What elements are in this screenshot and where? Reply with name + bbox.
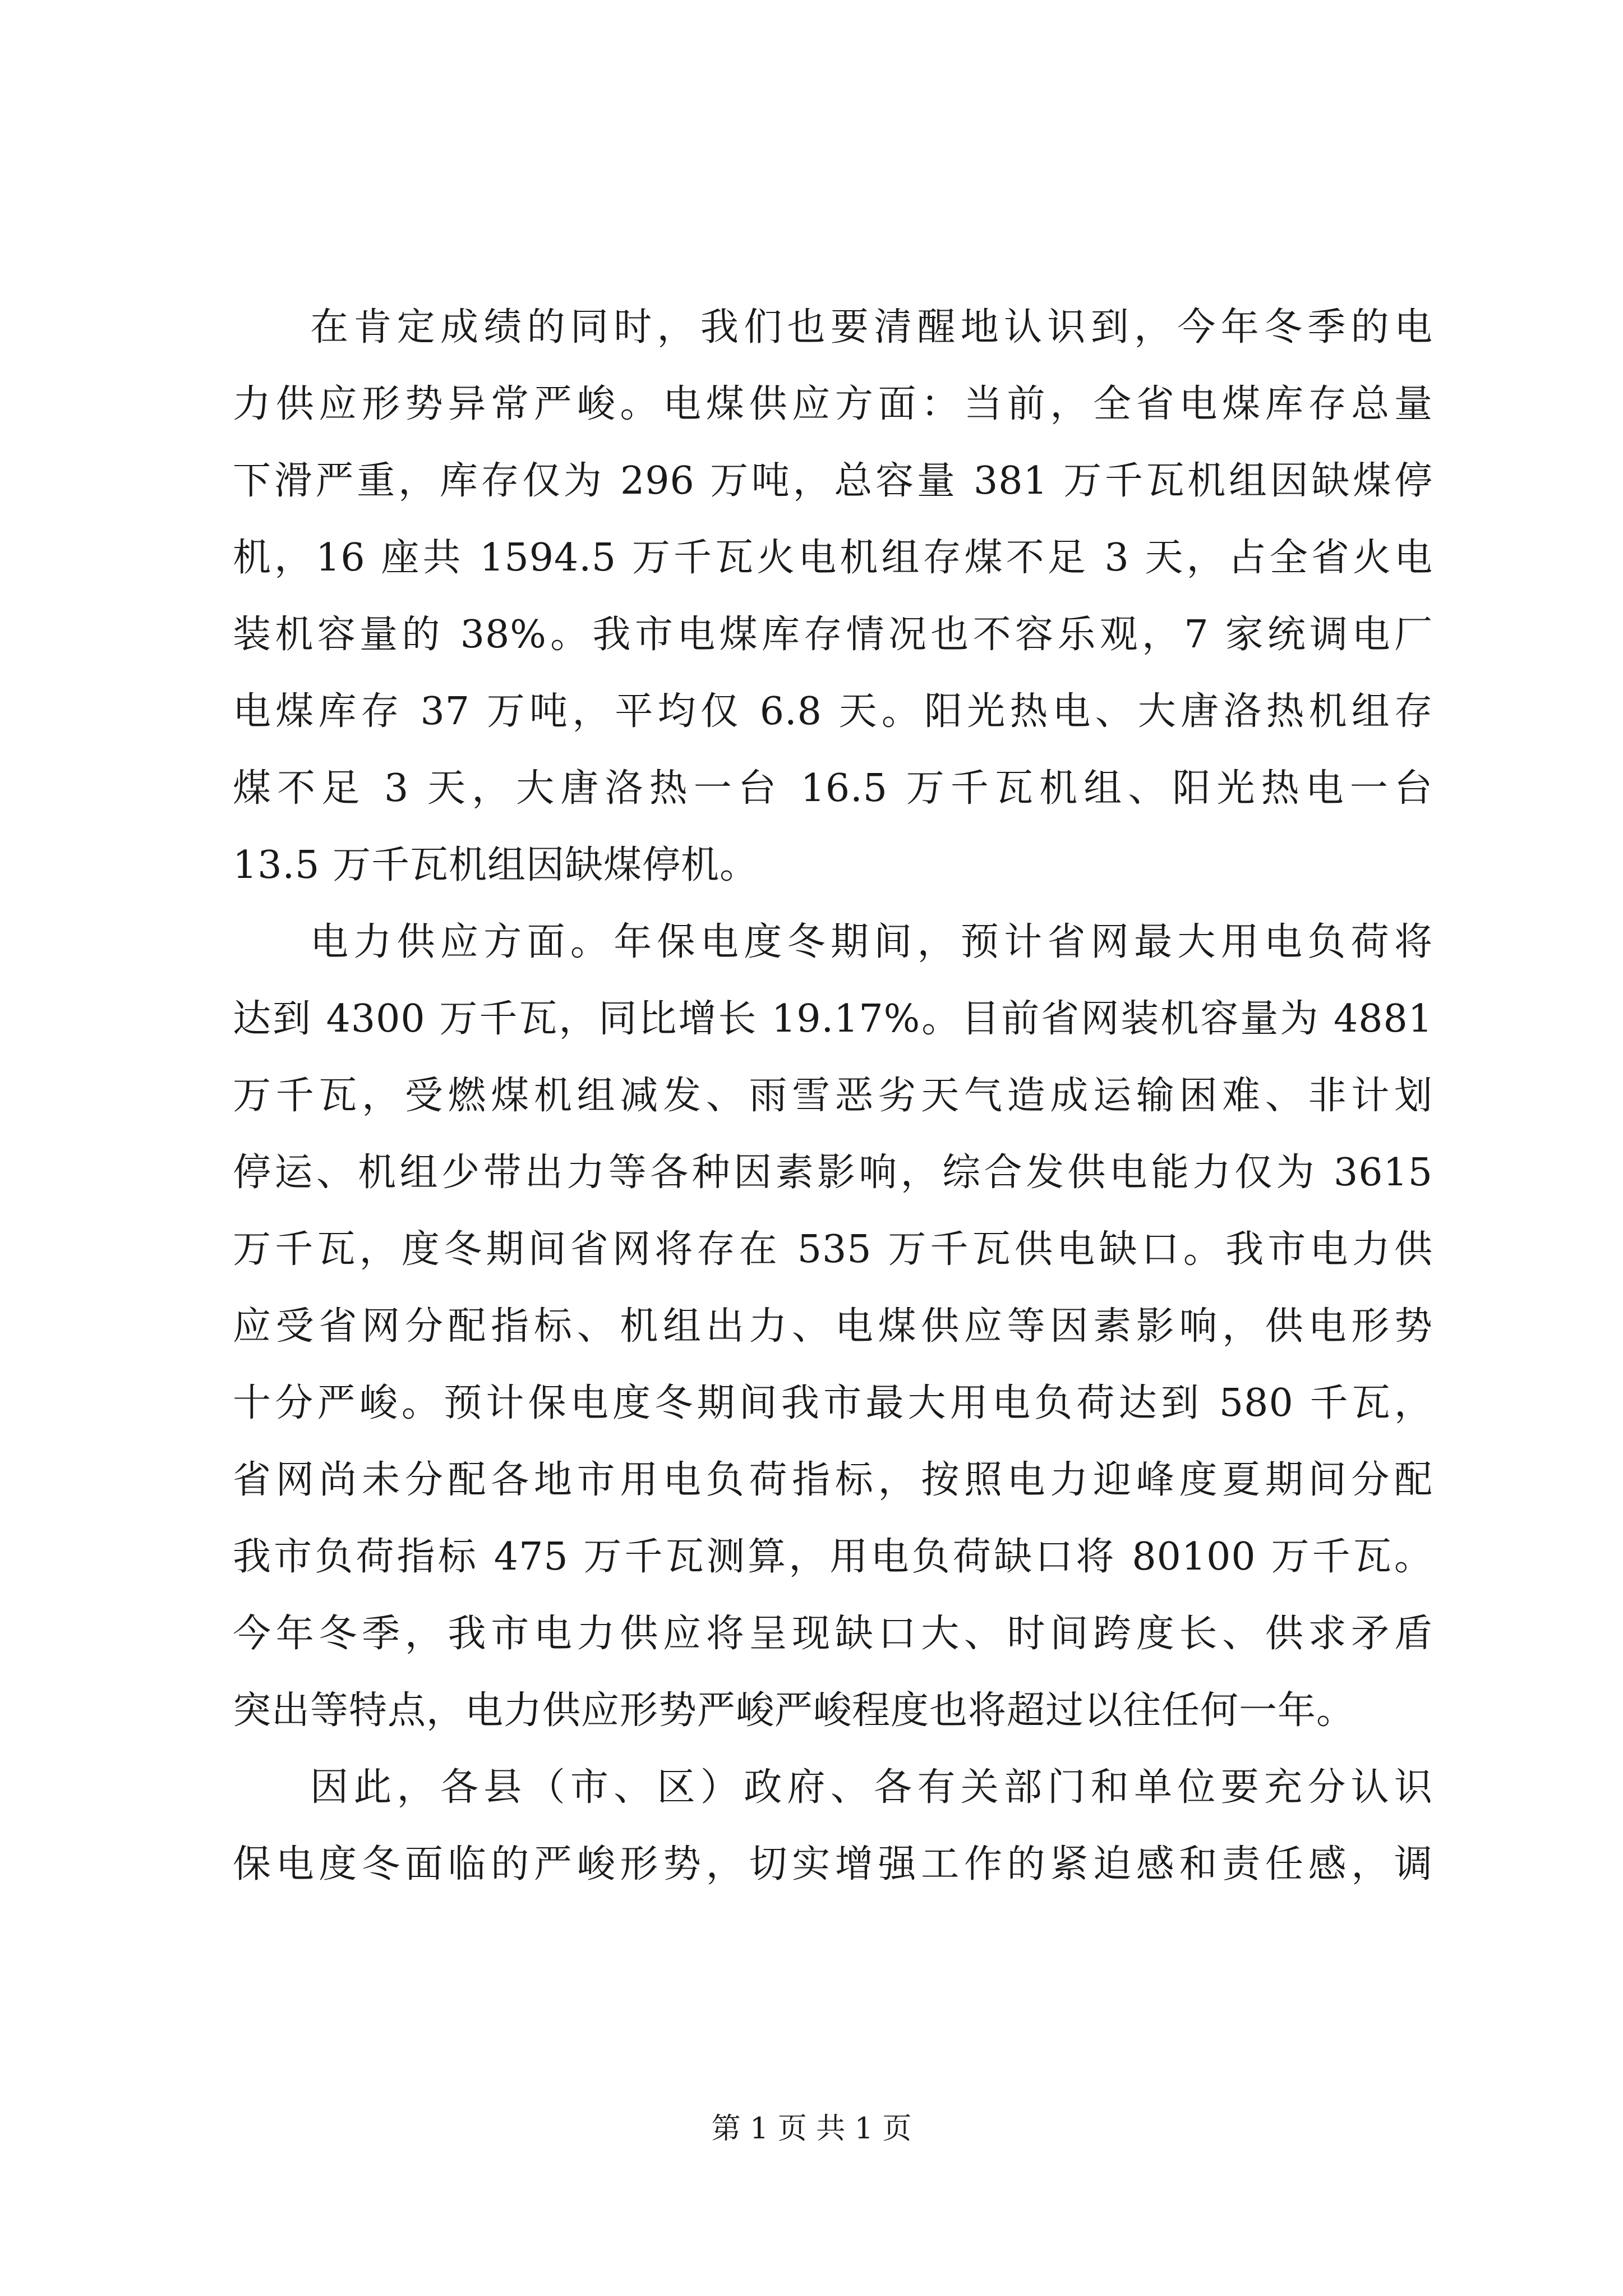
- text-line: 省网尚未分配各地市用电负荷指标，按照电力迎峰度夏期间分配: [233, 1458, 1433, 1502]
- text-line: 电力供应方面。年保电度冬期间，预计省网最大用电负荷将: [310, 920, 1433, 964]
- text-line: 十分严峻。预计保电度冬期间我市最大用电负荷达到 580 千瓦，: [233, 1381, 1433, 1425]
- page-footer: 第 1 页 共 1 页: [711, 2112, 912, 2146]
- text-line: 力供应形势异常严峻。电煤供应方面：当前，全省电煤库存总量: [233, 382, 1433, 426]
- text-line: 保电度冬面临的严峻形势，切实增强工作的紧迫感和责任感，调: [233, 1842, 1433, 1887]
- paragraph-coal-supply: [233, 289, 1433, 904]
- text-line: 机，16 座共 1594.5 万千瓦火电机组存煤不足 3 天，占全省火电: [233, 536, 1433, 580]
- text-line: 电煤库存 37 万吨，平均仅 6.8 天。阳光热电、大唐洛热机组存: [233, 689, 1433, 734]
- paragraph-power-supply: [233, 904, 1433, 1749]
- text-line: 万千瓦，受燃煤机组减发、雨雪恶劣天气造成运输困难、非计划: [233, 1074, 1433, 1118]
- text-line: 停运、机组少带出力等各种因素影响，综合发供电能力仅为 3615: [233, 1151, 1433, 1195]
- text-line: 煤不足 3 天，大唐洛热一台 16.5 万千瓦机组、阳光热电一台: [233, 766, 1433, 811]
- text-line: 达到 4300 万千瓦，同比增长 19.17%。目前省网装机容量为 4881: [233, 997, 1433, 1041]
- paragraph-conclusion: [233, 1749, 1433, 1903]
- text-line: 突出等特点，电力供应形势严峻严峻程度也将超过以往任何一年。: [233, 1688, 1355, 1733]
- text-line: 今年冬季，我市电力供应将呈现缺口大、时间跨度长、供求矛盾: [233, 1612, 1433, 1656]
- text-line: 我市负荷指标 475 万千瓦测算，用电负荷缺口将 80100 万千瓦。: [233, 1535, 1433, 1579]
- document-body: [233, 289, 1433, 1903]
- text-line: 应受省网分配指标、机组出力、电煤供应等因素影响，供电形势: [233, 1304, 1433, 1349]
- text-line: 在肯定成绩的同时，我们也要清醒地认识到，今年冬季的电: [310, 305, 1433, 349]
- text-line: 装机容量的 38%。我市电煤库存情况也不容乐观，7 家统调电厂: [233, 613, 1433, 657]
- text-line: 万千瓦，度冬期间省网将存在 535 万千瓦供电缺口。我市电力供: [233, 1227, 1433, 1272]
- text-line: 13.5 万千瓦机组因缺煤停机。: [233, 843, 759, 887]
- text-line: 下滑严重，库存仅为 296 万吨，总容量 381 万千瓦机组因缺煤停: [233, 459, 1433, 503]
- text-line: 因此，各县（市、区）政府、各有关部门和单位要充分认识: [310, 1765, 1433, 1810]
